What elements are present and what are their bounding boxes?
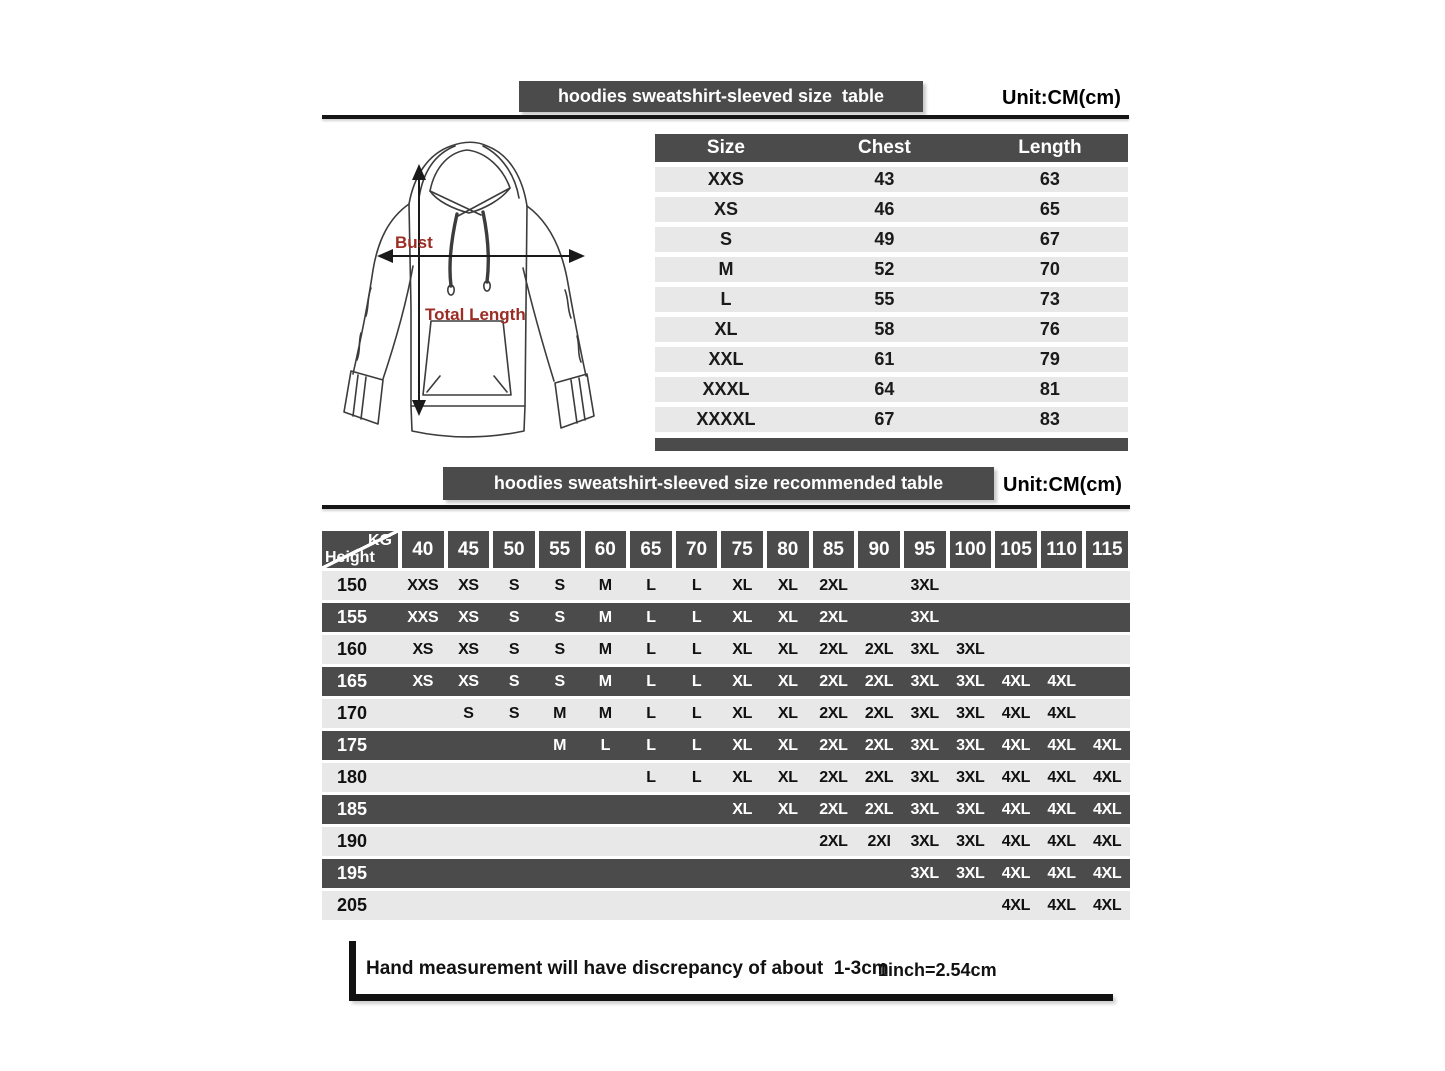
recommended-size-cell: XL: [732, 641, 753, 658]
hoodie-left-sleeve-outline: [353, 204, 409, 374]
weight-column-header: 85: [813, 531, 855, 568]
recommended-size-cell: [583, 795, 629, 824]
recommended-size-cell: XS: [458, 673, 479, 690]
recommended-size-cell: L: [646, 673, 656, 690]
recommended-size-cell: 3XL: [910, 641, 939, 658]
recommended-size-cell: 4XL: [1092, 833, 1122, 850]
total-length-label: Total Length: [425, 305, 526, 324]
recommended-size-cell: XL: [777, 577, 798, 594]
recommended-size-cell: [491, 731, 537, 760]
recommended-size-cell: 4XL: [1047, 833, 1076, 850]
recommended-size-cell: [1084, 635, 1130, 664]
hoodie-drawstring-left: [450, 214, 457, 286]
recommended-size-cell: [446, 795, 492, 824]
recommended-size-cell: M: [598, 577, 612, 594]
height-label: 185: [337, 799, 368, 819]
recommended-table-row: [322, 603, 1130, 632]
recommended-size-cell: [583, 859, 629, 888]
kg-height-corner-cell: [322, 531, 398, 568]
recommended-size-cell: 2XL: [819, 769, 848, 786]
recommended-size-cell: L: [646, 705, 656, 722]
recommended-size-cell: [400, 795, 446, 824]
size-column-header: Size: [706, 137, 745, 158]
recommended-size-cell: [1084, 603, 1130, 632]
recommended-size-cell: 4XL: [1047, 865, 1076, 882]
hoodie-left-cuff-ribs: [353, 375, 366, 419]
hoodie-hood-rim: [419, 146, 519, 198]
weight-column-header: 75: [721, 531, 763, 568]
recommended-size-cell: 3XL: [956, 641, 985, 658]
recommended-size-cell: S: [508, 673, 520, 690]
recommended-size-cell: S: [508, 705, 520, 722]
recommended-size-cell: 4XL: [1047, 769, 1076, 786]
height-label: 205: [337, 895, 368, 915]
recommended-size-cell: 3XL: [956, 865, 985, 882]
recommended-size-cell: 2XL: [864, 705, 894, 722]
recommended-size-cell: [856, 571, 902, 600]
size-cell: XXL: [708, 349, 744, 369]
size-cell: XS: [713, 199, 738, 219]
size-table-row: [655, 257, 1128, 282]
weight-column-header: 100: [950, 531, 992, 568]
chest-cell: 43: [874, 169, 895, 189]
size-cell: XXS: [707, 169, 744, 189]
recommended-table-row: [322, 635, 1130, 664]
recommended-table-row: [322, 795, 1130, 824]
recommended-size-cell: [537, 795, 583, 824]
recommended-size-cell: L: [691, 769, 702, 786]
recommended-size-cell: [446, 859, 492, 888]
recommended-size-cell: L: [646, 577, 656, 594]
recommended-size-cell: S: [463, 705, 474, 722]
recommended-size-cell: [491, 827, 537, 856]
recommended-size-cell: XL: [777, 801, 798, 818]
recommended-size-cell: [583, 763, 629, 792]
length-cell: 67: [1039, 229, 1060, 249]
length-cell: 81: [1039, 379, 1060, 399]
recommended-size-cell: XL: [777, 705, 798, 722]
recommended-size-cell: XXS: [407, 577, 439, 594]
recommended-size-cell: 3XL: [956, 673, 985, 690]
recommended-size-cell: M: [598, 705, 612, 722]
weight-column-header: 40: [402, 531, 444, 568]
recommended-size-cell: 2XL: [819, 705, 848, 722]
recommended-table-row: [322, 571, 1130, 600]
recommended-size-cell: M: [598, 673, 612, 690]
recommended-size-cell: [400, 891, 446, 920]
recommended-size-cell: XS: [458, 641, 479, 658]
footer-corner-vertical-bar: [349, 941, 356, 999]
length-cell: 76: [1039, 319, 1060, 339]
recommended-size-cell: [993, 571, 1039, 600]
recommended-size-cell: 3XL: [910, 769, 939, 786]
recommended-size-cell: 3XL: [956, 801, 985, 818]
recommended-size-cell: 2XL: [819, 673, 848, 690]
recommended-size-cell: 2XL: [819, 801, 848, 818]
unit-label-top: Unit:CM(cm): [1002, 87, 1121, 109]
recommended-size-cell: 4XL: [1001, 673, 1031, 690]
size-cell: S: [719, 229, 732, 249]
height-label: 190: [337, 831, 368, 851]
recommended-size-cell: M: [598, 609, 612, 626]
recommended-size-cell: XL: [732, 577, 753, 594]
recommended-size-cell: [446, 891, 492, 920]
divider-middle: [322, 505, 1130, 509]
weight-column-header: 70: [676, 531, 718, 568]
recommended-size-cell: L: [691, 577, 702, 594]
height-label: 165: [337, 671, 368, 691]
recommended-size-cell: L: [691, 673, 702, 690]
recommended-size-cell: M: [598, 641, 612, 658]
recommended-size-cell: 3XL: [956, 833, 985, 850]
recommended-size-cell: XL: [732, 737, 753, 754]
recommended-size-cell: XL: [777, 673, 798, 690]
chest-cell: 67: [874, 409, 895, 429]
total-length-arrow: [412, 164, 426, 416]
recommended-size-cell: [674, 891, 720, 920]
recommended-size-cell: XL: [777, 609, 798, 626]
recommended-size-cell: S: [554, 673, 565, 690]
recommended-size-cell: 2XL: [819, 609, 848, 626]
recommended-size-cell: [583, 891, 629, 920]
recommended-size-cell: 4XL: [1001, 769, 1031, 786]
length-cell: 79: [1039, 349, 1060, 369]
recommended-table-header: [322, 531, 1130, 568]
recommended-size-cell: 2XL: [864, 769, 894, 786]
weight-column-header: 110: [1041, 531, 1083, 568]
recommended-size-cell: L: [691, 641, 702, 658]
recommended-table-row: [322, 859, 1130, 888]
recommended-size-cell: [400, 699, 446, 728]
divider-top: [322, 115, 1129, 119]
recommended-size-cell: [537, 859, 583, 888]
recommended-size-cell: 4XL: [1092, 897, 1122, 914]
size-table-row: [655, 407, 1128, 432]
recommended-size-cell: XL: [777, 641, 798, 658]
recommended-size-cell: 4XL: [1047, 737, 1076, 754]
height-label: 170: [337, 703, 368, 723]
recommended-size-cell: XL: [732, 769, 753, 786]
recommended-size-cell: S: [508, 641, 520, 658]
recommended-size-cell: XL: [732, 673, 753, 690]
recommended-size-cell: XS: [412, 641, 434, 658]
recommended-size-cell: [719, 891, 765, 920]
chest-cell: 58: [874, 319, 895, 339]
recommended-size-cell: [993, 603, 1039, 632]
weight-column-header: 60: [585, 531, 627, 568]
recommended-size-cell: L: [691, 609, 702, 626]
size-cell: XXXL: [702, 379, 750, 399]
recommended-size-cell: [491, 859, 537, 888]
size-table-row: [655, 377, 1128, 402]
recommended-size-cell: [628, 859, 674, 888]
recommended-size-cell: 4XL: [1092, 769, 1122, 786]
recommended-size-cell: 3XL: [956, 705, 985, 722]
hoodie-drawstring-right: [483, 212, 488, 282]
recommended-size-cell: 4XL: [1092, 737, 1122, 754]
recommended-size-cell: 4XL: [1092, 801, 1122, 818]
recommended-size-cell: 4XL: [1047, 897, 1076, 914]
hoodie-pocket-corners: [427, 376, 507, 392]
recommended-size-cell: [948, 891, 994, 920]
recommended-size-cell: XL: [777, 769, 798, 786]
recommended-size-cell: [400, 859, 446, 888]
recommended-size-cell: 3XL: [910, 865, 939, 882]
recommended-size-cell: 4XL: [1001, 705, 1031, 722]
recommended-size-cell: M: [553, 705, 567, 722]
recommended-size-cell: [628, 795, 674, 824]
recommended-size-cell: 2XL: [864, 801, 894, 818]
hoodie-right-sleeve-outline: [527, 206, 586, 376]
recommended-size-cell: S: [508, 577, 520, 594]
size-table-row: [655, 287, 1128, 312]
recommended-size-cell: XL: [732, 609, 753, 626]
recommended-size-cell: [719, 827, 765, 856]
recommended-size-cell: 3XL: [910, 833, 939, 850]
recommended-size-cell: [902, 891, 948, 920]
recommended-size-cell: [400, 731, 446, 760]
height-label: 175: [337, 735, 368, 755]
size-table-row: [655, 227, 1128, 252]
size-cell: L: [720, 289, 732, 309]
hoodie-right-cuff-ribs: [571, 378, 585, 423]
recommended-size-cell: 3XL: [956, 737, 985, 754]
recommended-size-cell: 3XL: [910, 801, 939, 818]
length-cell: 73: [1039, 289, 1060, 309]
recommended-size-cell: S: [554, 641, 565, 658]
corner-height-label: Height: [325, 549, 375, 566]
recommended-size-cell: [765, 891, 811, 920]
size-table-row: [655, 347, 1128, 372]
recommended-table: [322, 531, 1130, 920]
measurement-discrepancy-note: Hand measurement will have discrepancy of about 1-3cm: [366, 958, 889, 979]
recommended-size-cell: [537, 891, 583, 920]
recommended-size-cell: [765, 859, 811, 888]
weight-column-header: 95: [904, 531, 946, 568]
recommended-size-cell: [446, 763, 492, 792]
recommended-size-cell: [583, 827, 629, 856]
recommended-size-cell: 2XI: [867, 833, 891, 850]
recommended-size-cell: S: [554, 609, 565, 626]
weight-column-header: 105: [995, 531, 1037, 568]
recommended-size-cell: [856, 859, 902, 888]
height-label: 160: [337, 639, 368, 659]
recommended-size-cell: L: [691, 737, 702, 754]
length-column-header: Length: [1018, 137, 1082, 158]
size-cell: M: [718, 259, 734, 279]
recommended-size-cell: 2XL: [864, 641, 894, 658]
recommended-table-row: [322, 891, 1130, 920]
recommended-size-cell: 3XL: [910, 673, 939, 690]
recommended-size-cell: S: [554, 577, 565, 594]
size-table-row: [655, 167, 1128, 192]
hoodie-hem-band: [411, 406, 525, 437]
recommended-size-cell: [446, 827, 492, 856]
recommended-size-cell: [400, 763, 446, 792]
recommended-size-cell: XS: [458, 577, 479, 594]
recommended-size-cell: [537, 827, 583, 856]
bust-label: Bust: [395, 233, 433, 252]
hoodie-left-sleeve-inner: [383, 266, 413, 379]
size-cell: XL: [714, 319, 738, 339]
chest-cell: 49: [874, 229, 895, 249]
recommended-size-cell: 4XL: [1047, 673, 1076, 690]
hoodie-hood-opening: [430, 150, 510, 213]
recommended-size-cell: [856, 603, 902, 632]
recommended-size-cell: [628, 891, 674, 920]
recommended-size-cell: [446, 731, 492, 760]
recommended-size-cell: 4XL: [1047, 801, 1076, 818]
footer-corner-horizontal-bar: [349, 994, 1113, 1001]
height-label: 155: [337, 607, 368, 627]
hoodie-right-sleeve-wrinkles: [565, 290, 581, 362]
size-table-row: [655, 317, 1128, 342]
weight-column-header: 80: [767, 531, 809, 568]
recommended-size-cell: 2XL: [819, 833, 848, 850]
chest-cell: 52: [874, 259, 895, 279]
recommended-size-cell: 4XL: [1092, 865, 1122, 882]
recommended-table-body: [322, 571, 1130, 920]
recommended-size-cell: [993, 635, 1039, 664]
hoodie-diagram: [331, 138, 603, 460]
recommended-size-cell: [674, 859, 720, 888]
height-label: 150: [337, 575, 368, 595]
size-table-title: hoodies sweatshirt-sleeved size table: [519, 81, 923, 112]
recommended-size-cell: M: [553, 737, 567, 754]
recommended-size-cell: L: [646, 769, 656, 786]
recommended-table-row: [322, 731, 1130, 760]
recommended-size-cell: 4XL: [1001, 897, 1031, 914]
recommended-size-cell: L: [646, 737, 656, 754]
recommended-size-cell: XS: [412, 673, 434, 690]
recommended-size-cell: 3XL: [910, 705, 939, 722]
height-label: 195: [337, 863, 368, 883]
chest-column-header: Chest: [857, 137, 911, 158]
recommended-size-cell: 2XL: [819, 641, 848, 658]
recommended-table-row: [322, 667, 1130, 696]
recommended-size-cell: 4XL: [1001, 737, 1031, 754]
size-cell: XXXXL: [696, 409, 756, 429]
inch-conversion-note: 1inch=2.54cm: [878, 960, 997, 980]
weight-column-header: 115: [1086, 531, 1128, 568]
weight-column-header: 45: [448, 531, 490, 568]
recommended-size-cell: 4XL: [1001, 801, 1031, 818]
length-cell: 70: [1039, 259, 1060, 279]
weight-column-header: 65: [630, 531, 672, 568]
chest-cell: 55: [874, 289, 895, 309]
recommended-table-row: [322, 827, 1130, 856]
recommended-table-row: [322, 699, 1130, 728]
recommended-size-cell: [1039, 635, 1085, 664]
recommended-size-cell: [1084, 699, 1130, 728]
weight-column-header: 55: [539, 531, 581, 568]
recommended-size-cell: L: [691, 705, 702, 722]
length-cell: 83: [1039, 409, 1060, 429]
recommended-size-cell: [856, 891, 902, 920]
weight-column-header: 90: [858, 531, 900, 568]
recommended-size-cell: [1039, 571, 1085, 600]
weight-column-header: 50: [493, 531, 535, 568]
recommended-size-cell: L: [600, 737, 611, 754]
unit-label-bottom: Unit:CM(cm): [1003, 474, 1122, 496]
recommended-size-cell: 3XL: [910, 577, 939, 594]
size-table-footer-bar: [655, 438, 1128, 451]
recommended-size-cell: [811, 891, 857, 920]
recommended-size-cell: [491, 795, 537, 824]
chest-cell: 46: [874, 199, 895, 219]
recommended-size-cell: XS: [458, 609, 479, 626]
recommended-size-cell: XL: [732, 801, 753, 818]
chest-cell: 64: [874, 379, 895, 399]
recommended-size-cell: [1039, 603, 1085, 632]
recommended-size-cell: 2XL: [819, 577, 848, 594]
recommended-size-cell: 4XL: [1001, 865, 1031, 882]
recommended-size-cell: S: [508, 609, 520, 626]
recommended-table-row: [322, 763, 1130, 792]
recommended-size-cell: 2XL: [819, 737, 848, 754]
length-cell: 65: [1039, 199, 1060, 219]
size-table-header: [655, 134, 1128, 162]
recommended-size-cell: [948, 603, 994, 632]
recommended-size-cell: [537, 763, 583, 792]
chest-cell: 61: [874, 349, 895, 369]
recommended-size-cell: [765, 827, 811, 856]
hoodie-pocket: [423, 321, 511, 395]
recommended-size-cell: XL: [732, 705, 753, 722]
size-table-body: [655, 167, 1128, 432]
recommended-size-cell: [1084, 571, 1130, 600]
recommended-size-cell: [811, 859, 857, 888]
recommended-size-cell: XL: [777, 737, 798, 754]
height-label: 180: [337, 767, 368, 787]
recommended-size-cell: [1084, 667, 1130, 696]
recommended-size-cell: 3XL: [910, 737, 939, 754]
size-table-row: [655, 197, 1128, 222]
recommended-size-cell: [491, 891, 537, 920]
recommended-size-cell: XXS: [407, 609, 439, 626]
recommended-size-cell: 2XL: [864, 737, 894, 754]
recommended-size-cell: 4XL: [1047, 705, 1076, 722]
length-cell: 63: [1039, 169, 1060, 189]
recommended-size-cell: [400, 827, 446, 856]
recommended-size-cell: 4XL: [1001, 833, 1031, 850]
corner-kg-label: KG: [368, 532, 392, 549]
recommended-size-cell: L: [646, 641, 656, 658]
recommended-size-cell: 3XL: [956, 769, 985, 786]
recommended-table-title: hoodies sweatshirt-sleeved size recommended table: [443, 467, 994, 500]
size-table: [655, 134, 1128, 451]
recommended-size-cell: [628, 827, 674, 856]
recommended-size-cell: [948, 571, 994, 600]
hoodie-right-sleeve-inner: [523, 268, 554, 381]
recommended-size-cell: [674, 795, 720, 824]
recommended-size-cell: [674, 827, 720, 856]
recommended-size-cell: [491, 763, 537, 792]
recommended-size-cell: L: [646, 609, 656, 626]
recommended-size-cell: 3XL: [910, 609, 939, 626]
recommended-size-cell: 2XL: [864, 673, 894, 690]
recommended-size-cell: [719, 859, 765, 888]
